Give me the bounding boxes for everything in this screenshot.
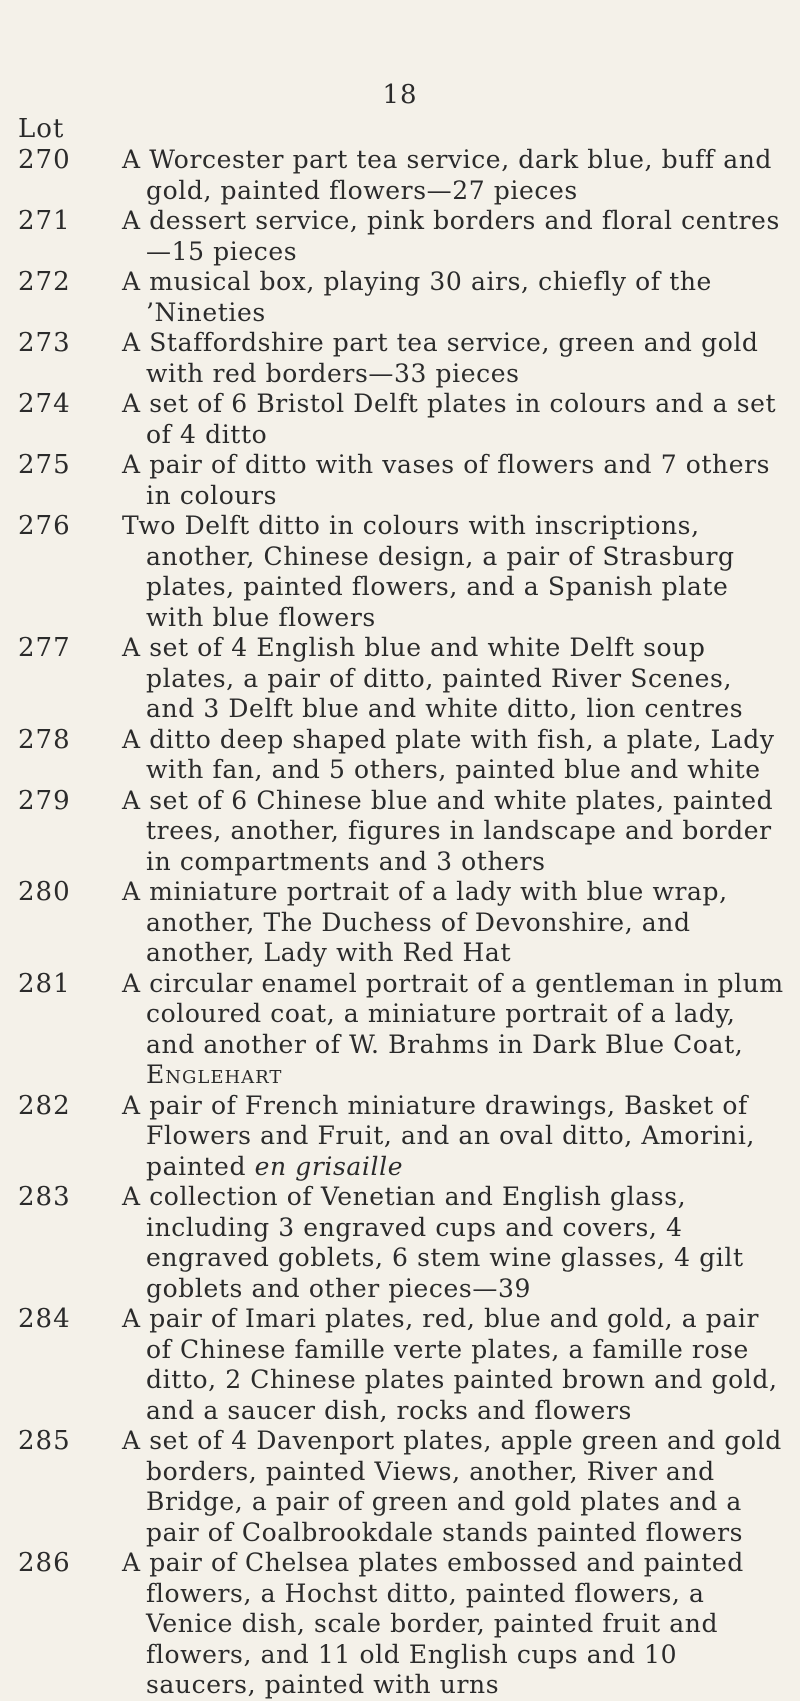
lot-entry bbox=[0, 877, 800, 969]
lot-number: 286 bbox=[18, 1548, 71, 1578]
page-number: 18 bbox=[382, 80, 418, 110]
lot-description-text: A pair of French miniature drawings, Basket of Flowers and Fruit, and an oval ditto, Amorini, painted bbox=[122, 1090, 755, 1181]
lot-description: A set of 6 Chinese blue and white plates, painted trees, another, figures in landscape and border in compartments and 3 others bbox=[122, 785, 774, 876]
lot-entry bbox=[0, 328, 800, 389]
lot-description: A pair of ditto with vases of flowers and 7 others in colours bbox=[122, 450, 771, 510]
lot-number: 276 bbox=[18, 511, 71, 541]
lot-number: 275 bbox=[18, 450, 71, 480]
lot-entry bbox=[0, 725, 800, 786]
lot-entry bbox=[0, 633, 800, 725]
lot-description-text: A circular enamel portrait of a gentleman in plum coloured coat, a miniature portrait of a lady, and another of W. Brahms in Dark Blue Coat, bbox=[122, 968, 784, 1059]
lot-list bbox=[0, 145, 800, 1701]
italic-phrase: en grisaille bbox=[254, 1151, 404, 1181]
lot-entry bbox=[0, 145, 800, 206]
lot-number: 271 bbox=[18, 206, 71, 236]
lot-description bbox=[122, 969, 787, 1091]
lot-description: A miniature portrait of a lady with blue wrap, another, The Duchess of Devonshire, and another, Lady with Red Hat bbox=[122, 877, 728, 967]
lot-entry bbox=[0, 450, 800, 511]
lot-description: A set of 4 Davenport plates, apple green and gold borders, painted Views, another, River and Bridge, a pair of green and gold plates and a pair of Coalbrookdale stands painted flowers bbox=[122, 1426, 782, 1547]
lot-description: A pair of Chelsea plates embossed and painted flowers, a Hochst ditto, painted flowers, a Venice dish, scale border, painted fruit and flowers, and 11 old English cups and 10 saucers, painted with urns bbox=[122, 1548, 744, 1699]
lot-number: 283 bbox=[18, 1182, 71, 1212]
lot-number: 274 bbox=[18, 389, 71, 419]
lot-number: 279 bbox=[18, 785, 71, 816]
lot-description: A set of 6 Bristol Delft plates in colours and a set of 4 ditto bbox=[122, 389, 777, 449]
lot-description: A ditto deep shaped plate with fish, a plate, Lady with fan, and 5 others, painted blue and white bbox=[122, 724, 775, 784]
lot-number: 273 bbox=[18, 328, 71, 358]
lot-number: 285 bbox=[18, 1426, 71, 1456]
lot-entry bbox=[0, 267, 800, 328]
lot-entry bbox=[0, 206, 800, 267]
lot-entry bbox=[0, 1548, 800, 1701]
lot-number: 280 bbox=[18, 877, 71, 907]
lot-entry bbox=[0, 1182, 800, 1304]
artist-name: Englehart bbox=[146, 1060, 283, 1089]
lot-column-header: Lot bbox=[18, 114, 65, 144]
lot-description: A Staffordshire part tea service, green and gold with red borders—33 pieces bbox=[122, 328, 759, 388]
lot-number: 282 bbox=[18, 1090, 71, 1121]
lot-number: 278 bbox=[18, 724, 71, 755]
lot-number: 277 bbox=[18, 633, 71, 663]
lot-entry bbox=[0, 786, 800, 878]
lot-number: 281 bbox=[18, 968, 71, 999]
lot-entry bbox=[0, 1091, 800, 1183]
lot-entry bbox=[0, 389, 800, 450]
lot-description: A musical box, playing 30 airs, chiefly of the ’Nineties bbox=[122, 267, 712, 327]
lot-entry bbox=[0, 511, 800, 633]
lot-description: A pair of Imari plates, red, blue and gold, a pair of Chinese famille verte plates, a famille rose ditto, 2 Chinese plates painted brown and gold, and a saucer dish, rocks and flowers bbox=[122, 1304, 778, 1425]
lot-description bbox=[122, 1091, 787, 1183]
lot-description: A dessert service, pink borders and floral centres—15 pieces bbox=[122, 206, 780, 266]
lot-description: Two Delft ditto in colours with inscriptions, another, Chinese design, a pair of Strasburg plates, painted flowers, and a Spanish plate with blue flowers bbox=[122, 511, 735, 632]
lot-entry bbox=[0, 1426, 800, 1548]
lot-number: 270 bbox=[18, 145, 71, 175]
lot-entry bbox=[0, 1304, 800, 1426]
lot-entry bbox=[0, 969, 800, 1091]
lot-number: 272 bbox=[18, 267, 71, 297]
lot-description: A set of 4 English blue and white Delft soup plates, a pair of ditto, painted River Scenes, and 3 Delft blue and white ditto, lion centres bbox=[122, 633, 744, 723]
lot-description: A Worcester part tea service, dark blue, buff and gold, painted flowers—27 pieces bbox=[122, 145, 773, 205]
lot-description: A collection of Venetian and English glass, including 3 engraved cups and covers, 4 engraved goblets, 6 stem wine glasses, 4 gilt goblets and other pieces—39 bbox=[122, 1182, 744, 1303]
lot-number: 284 bbox=[18, 1304, 71, 1334]
